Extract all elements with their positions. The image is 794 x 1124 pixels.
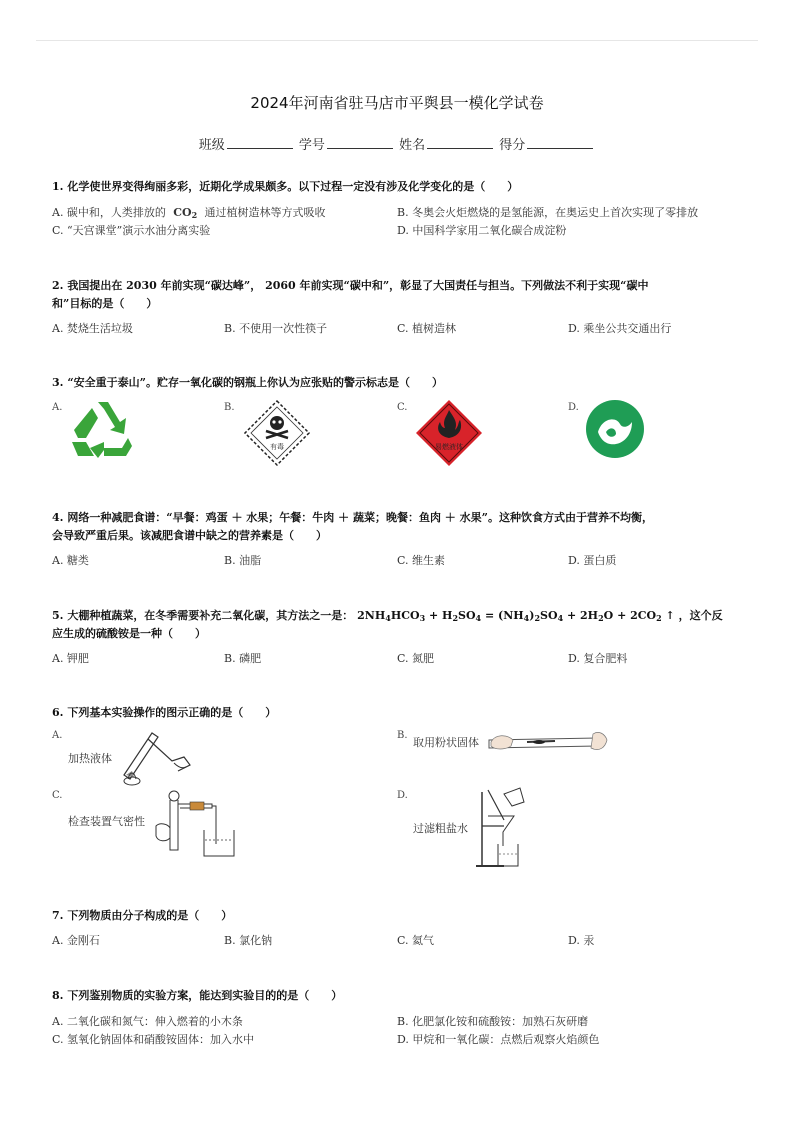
q4-option-a[interactable]: A. 糖类 <box>52 554 89 567</box>
q7-option-d[interactable]: D. 汞 <box>568 934 595 947</box>
water-saving-sign-icon[interactable] <box>584 398 646 460</box>
class-label: 班级 <box>198 138 225 153</box>
question-4-stem-line2: 会导致严重后果。该减肥食谱中缺之的营养素是（ ） <box>52 529 327 542</box>
q4-option-d[interactable]: D. 蛋白质 <box>568 554 617 567</box>
q5-option-d[interactable]: D. 复合肥料 <box>568 652 628 665</box>
student-info-line <box>0 134 794 153</box>
q7-option-a[interactable]: A. 金刚石 <box>52 934 100 947</box>
q7-option-b[interactable]: B. 氯化钠 <box>224 934 273 947</box>
q5-option-a[interactable]: A. 钾肥 <box>52 652 89 665</box>
question-7-stem: 7. 下列物质由分子构成的是（ ） <box>52 909 233 922</box>
co2-formula: $CO_2$ <box>169 206 198 220</box>
q8-option-d[interactable]: D. 甲烷和一氧化碳：点燃后观察火焰颜色 <box>397 1033 600 1046</box>
q6-label-c: C. <box>52 790 63 801</box>
q2-option-b[interactable]: B. 不使用一次性筷子 <box>224 322 328 335</box>
q6-caption-b: 取用粉状固体 <box>413 736 479 749</box>
q2-option-a[interactable]: A. 焚烧生活垃圾 <box>52 322 133 335</box>
q6-label-b: B. <box>397 730 408 741</box>
q5-stem-post: ，这个反 <box>678 609 723 622</box>
score-label: 得分 <box>499 138 526 153</box>
q2-option-c[interactable]: C. 植树造林 <box>397 322 457 335</box>
q4-option-c[interactable]: C. 维生素 <box>397 554 446 567</box>
q6-label-a: A. <box>52 730 63 741</box>
filtering-illustration[interactable] <box>474 786 540 870</box>
q1-option-a[interactable] <box>52 204 326 220</box>
flammable-liquid-sign-icon[interactable] <box>414 398 484 468</box>
q5-stem-pre: 5. 大棚种植蔬菜，在冬季需要补充二氧化碳，其方法之一是： <box>52 609 354 622</box>
q8-option-c[interactable]: C. 氢氧化钠固体和硝酸铵固体：加入水中 <box>52 1033 255 1046</box>
q1-option-a-text: A. 碳中和，人类排放的 <box>52 206 166 219</box>
q5-option-b[interactable]: B. 磷肥 <box>224 652 262 665</box>
q7-option-c[interactable]: C. 氦气 <box>397 934 435 947</box>
question-4-stem-line1: 4. 网络一种减肥食谱：“早餐：鸡蛋 ＋ 水果；午餐：牛肉 ＋ 蔬菜；晚餐：鱼肉 ＋ 水果”。这种饮食方式由于营养不均衡， <box>52 511 653 524</box>
heating-liquid-illustration[interactable] <box>112 727 196 787</box>
question-6-stem: 6. 下列基本实验操作的图示正确的是（ ） <box>52 706 277 719</box>
q8-option-b[interactable]: B. 化肥氯化铵和硫酸铵：加熟石灰研磨 <box>397 1015 589 1028</box>
q3-label-c: C. <box>397 402 408 413</box>
toxic-sign-icon[interactable] <box>242 398 312 468</box>
class-blank[interactable] <box>227 136 293 149</box>
flammable-sign-text: 易燃液体 <box>435 443 463 451</box>
q6-caption-c: 检查装置气密性 <box>68 815 145 828</box>
name-blank[interactable] <box>427 136 493 149</box>
q5-option-c[interactable]: C. 氮肥 <box>397 652 435 665</box>
name-label: 姓名 <box>399 138 426 153</box>
q1-option-c[interactable]: C. “天宫课堂”演示水油分离实验 <box>52 224 211 237</box>
question-8-stem: 8. 下列鉴别物质的实验方案，能达到实验目的的是（ ） <box>52 989 343 1002</box>
page-title: 2024年河南省驻马店市平舆县一模化学试卷 <box>250 94 544 112</box>
q6-caption-d: 过滤粗盐水 <box>413 822 468 835</box>
q1-option-d[interactable]: D. 中国科学家用二氧化碳合成淀粉 <box>397 224 567 237</box>
q1-option-b[interactable]: B. 冬奥会火炬燃烧的是氢能源，在奥运史上首次实现了零排放 <box>397 206 699 219</box>
q3-label-b: B. <box>224 402 235 413</box>
q3-label-d: D. <box>568 402 579 413</box>
question-5-stem-line2: 应生成的硫酸铵是一种（ ） <box>52 627 206 640</box>
question-3-stem: 3. “安全重于泰山”。贮存一氧化碳的钢瓶上你认为应张贴的警示标志是（ ） <box>52 376 443 389</box>
toxic-sign-text: 有毒 <box>270 443 284 451</box>
q3-label-a: A. <box>52 402 63 413</box>
question-2-stem-line1: 2. 我国提出在 2030 年前实现“碳达峰”， 2060 年前实现“碳中和”，彰显了大国责任与担当。下列做法不利于实现“碳中 <box>52 279 649 292</box>
q1-option-a-tail: 通过植树造林等方式吸收 <box>204 206 326 219</box>
q6-caption-a: 加热液体 <box>68 752 112 765</box>
q2-option-d[interactable]: D. 乘坐公共交通出行 <box>568 322 672 335</box>
question-1-stem: 1. 化学使世界变得绚丽多彩，近期化学成果颇多。以下过程一定没有涉及化学变化的是（ ） <box>52 180 519 193</box>
number-blank[interactable] <box>327 136 393 149</box>
airtightness-check-illustration[interactable] <box>150 786 242 858</box>
score-blank[interactable] <box>527 136 593 149</box>
q4-option-b[interactable]: B. 油脂 <box>224 554 262 567</box>
recycle-icon[interactable] <box>68 398 136 462</box>
q8-option-a[interactable]: A. 二氧化碳和氮气：伸入燃着的小木条 <box>52 1015 243 1028</box>
q6-label-d: D. <box>397 790 408 801</box>
number-label: 学号 <box>298 138 325 153</box>
q5-equation: $2NH_4HCO_3 + H_2SO_4 = (NH_4)_2SO_4 + 2H_2O + 2CO_2$ ↑ <box>357 609 675 623</box>
question-2-stem-line2: 和”目标的是（ ） <box>52 297 158 310</box>
top-rule <box>36 40 758 41</box>
powder-solid-illustration[interactable] <box>487 724 609 758</box>
